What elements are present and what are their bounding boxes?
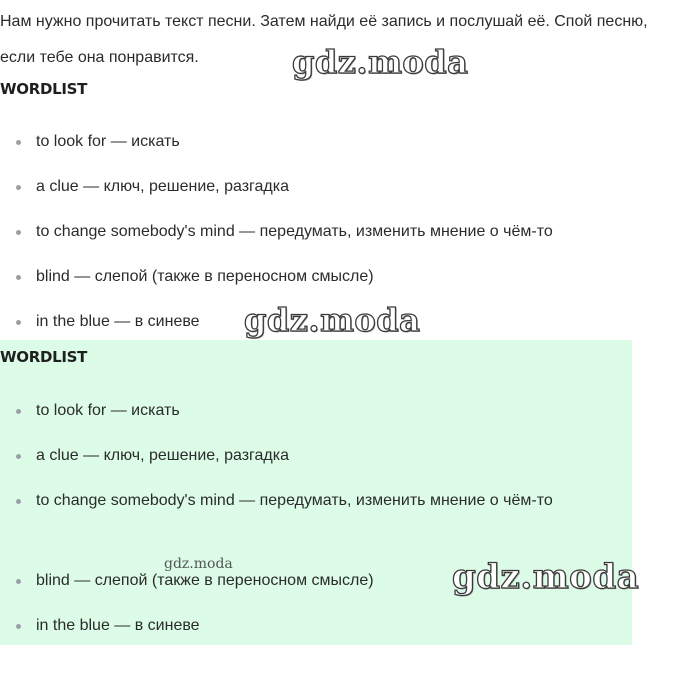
list-item-text: to look for — искать bbox=[36, 402, 180, 419]
list-item-text: in the blue — в синеве bbox=[36, 313, 200, 330]
bullet-icon bbox=[16, 275, 21, 280]
wordlist-title: WORDLIST bbox=[0, 80, 88, 98]
list-item bbox=[0, 124, 553, 169]
list-item-text: a clue — ключ, решение, разгадка bbox=[36, 178, 289, 195]
list-item-text: to look for — искать bbox=[36, 133, 180, 150]
list-item-text: to change somebody's mind — передумать, изменить мнение о чём-то bbox=[36, 492, 553, 509]
bullet-icon bbox=[16, 499, 21, 504]
bullet-icon bbox=[16, 454, 21, 459]
watermark-logo: gdz.moda bbox=[292, 43, 469, 81]
list-item bbox=[0, 214, 553, 259]
list-item bbox=[0, 483, 553, 563]
bullet-icon bbox=[16, 409, 21, 414]
list-item bbox=[0, 608, 553, 653]
bullet-icon bbox=[16, 140, 21, 145]
wordlist bbox=[0, 393, 553, 653]
list-item bbox=[0, 438, 553, 483]
watermark-logo: gdz.moda bbox=[244, 301, 421, 339]
list-item-text: to change somebody's mind — передумать, изменить мнение о чём-то bbox=[36, 223, 553, 240]
list-item-text: blind — слепой (также в переносном смысле) bbox=[36, 268, 374, 285]
list-item bbox=[0, 393, 553, 438]
list-item-text: in the blue — в синеве bbox=[36, 617, 200, 634]
bullet-icon bbox=[16, 230, 21, 235]
wordlist-title: WORDLIST bbox=[0, 348, 88, 366]
bullet-icon bbox=[16, 579, 21, 584]
list-item bbox=[0, 169, 553, 214]
bullet-icon bbox=[16, 185, 21, 190]
list-item bbox=[0, 259, 553, 304]
watermark-small: gdz.moda bbox=[164, 556, 233, 572]
list-item-text: blind — слепой (также в переносном смысле) bbox=[36, 572, 374, 589]
bullet-icon bbox=[16, 624, 21, 629]
watermark-logo: gdz.moda bbox=[452, 557, 640, 597]
list-item-text: a clue — ключ, решение, разгадка bbox=[36, 447, 289, 464]
intro-text: Нам нужно прочитать текст песни. Затем найди её запись и послушай её. Спой песню, если тебе она понравится. bbox=[0, 13, 648, 66]
bullet-icon bbox=[16, 320, 21, 325]
